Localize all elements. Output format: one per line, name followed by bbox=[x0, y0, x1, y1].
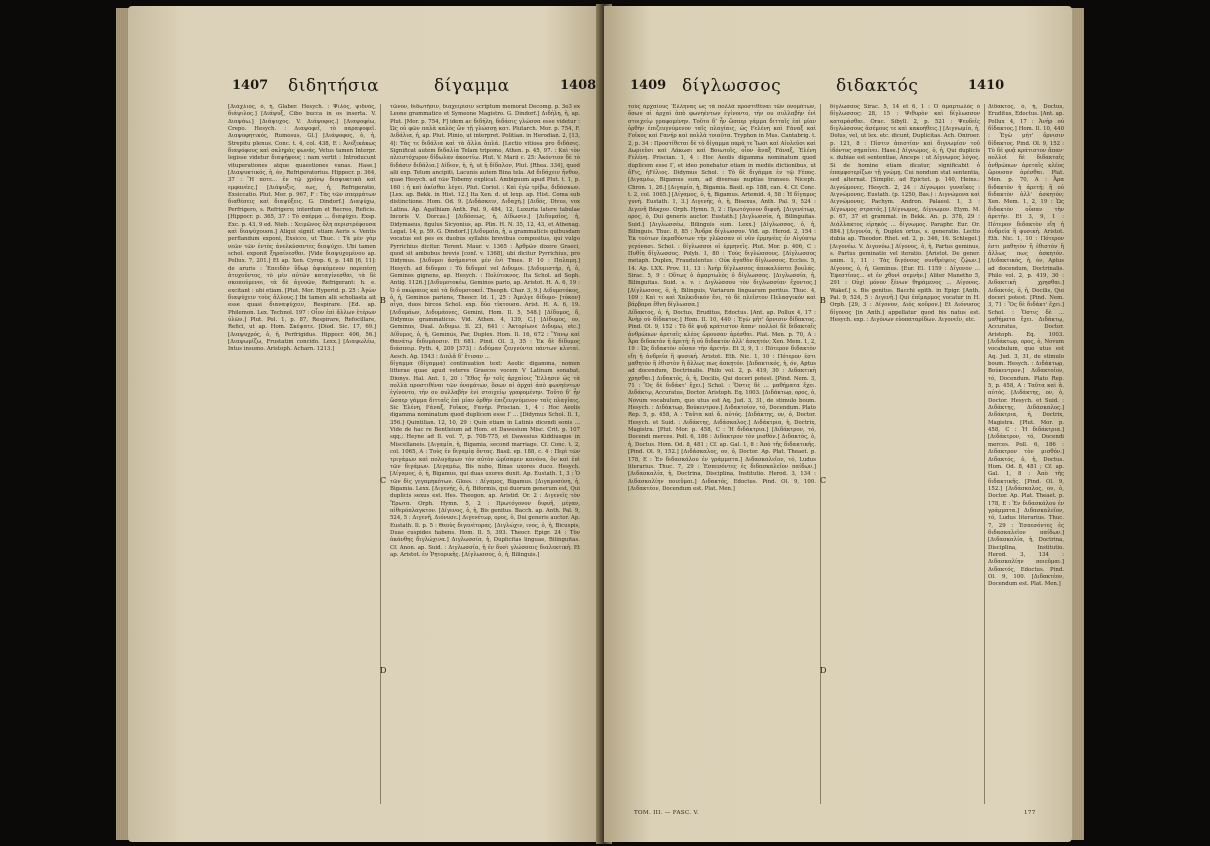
section-marker: B bbox=[380, 296, 386, 305]
left-page-header bbox=[128, 76, 602, 98]
section-marker: C bbox=[820, 476, 827, 485]
column-text: τῶνον, διδωτῆσιν, διαχειρίσιν scriptum memorat Decomg. p. 3ο3 ex Leone grammatico et Symeone Magistro. G. Dindorf.] Διδήλη, ἡ, ap. Plut. [Mor. p. 754, F] idem ac διδήλη, διδάσις γλώσσα esse videtur : Ὡς οὐ φῶν παλὰ καλὸς ὢν τῇ γλώσσῃ κατ. Plutarch. Mor. p. 754, F. Διδάλια, ἡ, ap. Plut. Plinio, ut interpret. Politian. in Herodian. 2, [13, 4]: Τὰς τε διδάλια καὶ τὰ ἄλλα ἁπλά. [Lectio vitiosa pro διδάσις. Significat autem διδαλία Telam tripomo, Athen. p. 45, 97. : Καὶ τὸν πλειστόχυρον δίδωλαν ἀκοντίω. Plut. V. Marii c. 25: Ἀκόντιον δὲ τὸ διδάσιν διδάλια.] Δίδιον, ἡ, ἡ, ut ἡ δίδαλον, Plut. [Rhea. 334], quod alii exp. Telum ancipiti, Lacunis autem Bina tela. Ad διδάχειν ἤνθον, quae Hesych. ad τῶν Tobemy explicat. Ambiguum apud Plut. t. 1, p. 160 : ἡ καὶ ἀκίσθαι λέγει. Plut. Coriol. : Καὶ ἐγὼ τρίβω, διδάσκων. [Lex. ap. Bekk. in Hist. 12.] Ita Xen. d. ut lexp. ap. Hist. Coma sub distinctione. Hom. Od. 9. [Διδάσκειν, Διδαχή.] [Διδός, Divus, vox Latina. Ap. Agathiam Anth. Pal. 9, 484, 12, Luxuria latere tabulae Incoris V. Dorcas.] [Διδόσεως, ἡ, Δίδωσιν.] [Διδυμαῖος, ἡ, Didymaeus, figulus Sicyonius, ap. Plin. H. N. 35, 12, 43, et Athenag. Legat. 14, p. 59. G. Dindorf.] [Διδυμαία, ἡ, a grammaticis quibusdam vocatus est pes ex duobus syllabis brevibus compositus, qui vulgo Pyrrichius dicitur. Terent. Maur. v. 1365 : Ἀρθρῶν dixere Graeci, quod sit ambobus brevis [conf. v. 1368], ubi dicitur Pyrrichius, pro Didymus. [Διδυμοι ἀσήμαντοι μὲν ἐνὶ Tmes. P. 10 : Παλαμη.] Hesych. ad διδυμαι : Τὸ διδυμαί vel Διδυμοι. [Διδυμιστήρ, ἡ, ὁ, Geminos gignens, ap. Hesych. : Πολύτεκνος. Ita Schol. ad Soph. Antig. 1126.] [Διδυμοτοκέω, Geminos pario, ap. Aristot. H. A. 6, 19 : Ὁ ὁ σκώρπιος καὶ τὰ διδυμοτοκεῖ. Theoph. Char. 3, 9.] Διδυμοτόκος, ὁ, ἡ, Geminos pariens, Theocr. Id. 1, 25 : Ἀμελγε δίδυμο- [τόκον] αἶγα, duos hircos Schol. exp. δύο τίκτουσα. Arist. H. A. 6, 19. [Διδυμάων, Διδυμάονες, Gemini, Hom. Il. 5, 548.] [Δίδυμος, δ, Didymus grammaticus. Vid. Athen. 4, 139, C.] [Δίδυμος, ον, Geminus, Dual. Διδυμω. Il. 23, 641 : Ἀκτορίωνε Διδυμω, etc.] Δίδυμος, ὁ, ἡ, Geminus, Par, Duplex. Hom. Il. 16, 672 : Ὕπνῳ καὶ Θανάτῳ διδυμάοσιν. Et 681. Pind. Ol. 3, 35 : Ἐκ δὲ δίδυμος διάσπειρ. Pyth. 4, 209 [373] : Διδύμαν ζευγνύντα πάντων κλυταί. Aesch. Ag. 1543 : Διπλᾶ δ’ ἔτισαν ... bbox=[390, 104, 580, 360]
column-rule bbox=[820, 104, 821, 804]
page-number: 1407 bbox=[232, 78, 269, 93]
running-headword: διδακτός bbox=[836, 76, 919, 96]
section-marker: D bbox=[380, 666, 387, 675]
page-number: 1408 bbox=[560, 78, 597, 93]
column-text: δίγαμμα (δίγαμμα) continuation text: Aeolic digamma, nomen litterae quae apud veteres Graecos vocem V Latinam sonabat. Dionys. Hal. Ant. 1, 20 : Ἔθος ἦν τοῖς ἀρχαίοις Ἕλλησιν ὡς τὰ πολλὰ προστιθέναι τῶν ὀνομάτων, ὅσων αἱ ἀρχαὶ ἀπὸ φωνηέντων ἐγίνοντο, τὴν ου συλλαβὴν ἑνὶ στοιχείῳ γραφομένην. Τοῦτο δ’ ἦν ὥσπερ γάμμα διτταῖς ἐπὶ μίαν ὀρθὴν ἐπιζευγνύμενον ταῖς πλαγίαις. Sic Ἑλένη, Ϝάναξ, Ϝοῖκος, Ϝανήρ. Priscian. 1, 4 : Hoc Aeolis digamma nominatum quod duplicem esse Γ ... [Didymus Schol. Il. 1, 356.] Quintilian. 12, 10, 29 : Quin etiam in Latinis dicendi sonis ... Vide de hac re Bentleium ad Hom. et Dawesium Misc. Crit. p. 107 sqq.; Heyne ad Il. vol. 7, p. 708-775, et Dawesius Kiddiusque in Miscellaneis. [Διγαμία, ἡ, Bigamia, second marriage. Cf. Conc. t. 2, col. 1065, A : Τοὺς ἐν διγαμίᾳ ὄντας. Basil. ep. 188, c. 4 : Περὶ τῶν τριγάμων καὶ πολυγάμων τὸν αὐτὸν ὡρίσαμεν κανόνα, ὃν καὶ ἐπὶ τῶν διγάμων. [Διγαμέω, Bis nubo, Binas uxores duco. Hesych. [Δίγαμος, ὁ, ἡ, Bigamus, qui duas uxores duxit. Ap. Eustath. 1, 3 : Ὁ τῶν δὶς γεγαμηκότων. Gloss. : Δίγαμος, Bigamus. [Διγαμοσύνη, ἡ, Bigamia. Lexx. [Διγενής, ὁ, ἡ, Biformis, qui duorum generum est, Qui duplicis sexus est. Hes. Theogon. ap. Aristid. Or. 2 : Διγενεῖς τὸν Ἔρωτα. Orph. Hymn. 5, 2 : Πρωτόγονον διφυῆ, μέγαν, αἰθερόπλαγκτον. [Δίγενος, ὁ, ἡ, Bis genitus. Bacch. ap. Anth. Pal. 9, 524, 5 : Διγενῆ, Διόνυσε.] Διγενέτωρ, ορος, ὁ, Dui generis auctor. Ap. Eustath. Il. p. 5 : Θεοὺς διγενέτορας. [Διγλώχιν, ινος, ὁ, ἡ, Bicuspis, Duas cuspides habens. Hom. Il. 5, 393. Theocr. Epigr. 24 : Τὸν ἀκάνθης διγλώχινα.] Διγλωσσία, ἡ, Duplicitas linguae, Bilinguitas. Cf. Anon. ap. Suid. : Διγλωσσία, ἡ ἐν δυσὶ γλώσσαις διαλεκτική. Et ap. Aristot. ἐν Ῥητορικῆς. [Δίγλωσσος, ὁ, ἡ, Bilinguis.] bbox=[390, 361, 580, 558]
column-text: Δίδακτος, ὁ, ἡ, Doctus, Eruditus, Edoctus. [Ant. ap. Pollux 4, 17 : Ἀνὴρ οὐ δίδακτος.] Hom. Il. 10, 440 : Ἐγὼ μήτ' ὄρνισιν δίδακτος. Pind. Ol. 9, 152 : Τὸ δὲ φυᾷ κράτιστον ἅπαν· πολλοὶ δὲ διδακταῖς ἀνθρώπων ἀρεταῖς κλέος ὤρουσαν ἀρέσθαι. Plat. Men. p. 70, A : Ἆρα διδακτὸν ἡ ἀρετή; ἢ οὐ διδακτὸν ἀλλ' ἀσκητόν; Xen. Mem. 1, 2, 19 : Ὡς διδακτὸν οὖσαν τὴν ἀρετήν. Et 3, 9, 1 : Πότερον διδακτὸν εἴη ἡ ἀνδρεία ἢ φυσική. Aristot. Eth. Nic. 1, 10 : Πότερον ἐστι μαθητὸν ἢ ἐθιστὸν ἢ ἄλλως πως ἀσκητόν. [Διδακτικός, ἡ, όν, Aptus ad docendum, Doctrinalis. Philo vol. 2, p. 419, 30 : Διδακτικὴ χρησθαι.] Διδακτός, ὁ, ἡ, Docilis, Qui doceri potest. [Pind. Nem. 3, 71 : Ὃς δὲ διδάκτ' ἔχει.] Schol. : Ὅστις δὲ ... μαθήματα ἔχει. Διδάκτῳ, Accuratus, Doctor. Aristoph. Eq. 1003. [Διδάκτωρ, ορος, ὁ, Novum vocabulum, quo utus est Aq. Jud. 3, 31, de stimulo boum. Hesych. : Διδάκτωρ, Βούκεντρον.] Διδακτοίον, τό, Docendum. Plato Rep. 5, p. 458, A : Ταῦτα καὶ ἄ. αὐτός. [Διδάκτης, ον, ὁ, Doctor. Hesych. et Suid. : Διδάκτης, Διδάσκαλος.] Διδάκτρια, ἡ, Doctrix, Magistra. [Plut. Mor. p. 458, C : Ἡ διδάκτρια.] [Διδάκτρον, τό, Docendi merces. Poll. 6, 186 : Διδακτρον τὸν μισθόν.] Διδακτός, ὁ, ἡ, Doctus. Hom. Od. 8, 481 ; Cf. ap. Gal. 1, 8 : Ἀπὸ τῆς διδακτικῆς. [Pind. Ol. 9, 152.] [Διδάσκαλος, ον, ὁ, Doctor. Ap. Plat. Theaet. p. 178, Ε : Ἐν διδασκάλου ἐν γράμματα.] Διδασκαλεῖον, τό, Ludus literarius. Thuc. 7, 29 : Ἐσπεσόντες ἐς διδασκαλεῖον παίδων.] [Διδασκαλία, ἡ, Doctrina, Disciplina, Institutio. Herod. 3, 134 : Διδασκαλίην ποιεῦμαι.] Διδακτός, Edoctus. Pind. Ol. 9, 100. [Διδακτέον, Docendum est. Plat. Men.] bbox=[628, 309, 816, 492]
right-page-edge bbox=[1070, 8, 1084, 840]
right-page-header bbox=[604, 76, 1072, 98]
text-column bbox=[830, 104, 980, 804]
column-rule bbox=[984, 104, 985, 804]
running-headword: δίγλωσσος bbox=[682, 76, 782, 96]
left-page bbox=[128, 6, 602, 842]
text-column bbox=[628, 104, 816, 804]
right-page bbox=[604, 6, 1072, 842]
text-column bbox=[228, 104, 376, 804]
page-number: 1410 bbox=[968, 78, 1005, 93]
running-headword: διδητήσια bbox=[288, 76, 380, 96]
section-marker: B bbox=[820, 296, 826, 305]
column-text: [Διάχλιος, ὁ, ἡ, Glaber. Hesych. : Ψιλός, ψιδνός, διάψιλος.] [Διάψυξ, Cibo bucca in os inserta. V. Διαψάω.] [Διάψυχος. V. Διάψοφος.] [Διαψοφέω, Crepo. Hesych. : Διαψοφεῖ, τὸ παραψοφεῖ. Διαψοφητικός, Rumosus, Gl.] [Διάψοφος, ὁ, ἡ, Strepitu plenus. Conc. t. 4, col. 438, E : Ἀνεξικάκως διαψόφους καὶ σκληρὰς φωνάς. Vetus tamen Interpr. legisse videtur διαψήφους : nam vertit : Introducunt vituperationes atque quaestiones vanas. Hase.] [Διαψυκτικός, ἡ, όν, Refrigeratorius. Hippocr. p. 364, 37 : Ἢ ποτε... ἐν τῷ χρόνῳ διαψυκτικὰ καὶ εμφανέες.] [Διάψυξις, εως, ἡ, Refrigeratio, Exsiccatio. Plut. Mor. p. 967, F : Τὰς τῶν σπερμάτων διαθέσεις καὶ διαψύξεις. G. Dindorf.] Διαψύχω, Perfrigero, s. Refrigero; interdum et Recreo, Reficio. [Hippocr. p. 365, 37 : Τὸ σπέρμα ... διαψύχει. Exsp. Exc. p. 43, 9 ed. Nieb. : Χειμῶνος ὅλη περιστρέφουσα καὶ διαψύχουσα.] Aliqui signif. etiam Aeris s. Ventis perflandum exponi, Exsicco, ut Thuc. : Τὰ μὲν γὰρ νεῶν τῶν ἐντὸς ἀνελκύσαντες διαψύχει. Ubi tamen schol. exponit ξηραίνεσθαι. [Vide διαψυχομένου ap. Pollux. 7, 201.] Et ap. Xen. Cyrop. 6, p. 148 [6, 11]: de aruris : Ἐπειδὰν ὕδωρ ἀφικόμενον παρεπέσῃ ἀτυχοῦντος, τὸ μὲν αὐτῶν καταγίνεσθαι, τὰ δὲ σκοπούμενοι, τὰ δὲ ἀγνοῶν, Refrigerant: h. e. excitant : ubi etiam. [Plut. Mor. Hyperid. p. 25 : Ἀγὼν διαψύχειν τοὺς ἄλλους.] Ibi tamen alii scholiasta ait esse quasi διαναψύχειν, Respirare. [Ed. ap. Philemon. Lex. Technol. 197 : Οἷον ἐπὶ ἄλλων ἑτέρων ὑλῶν.] Plut. Pol. 1, p. 87, Respirare, Refocillare, Refici, ut ap. Hom. Σκέψατε. [Diod. Sic. 17, 69.] [Διαψυχρός, ὁ, ἡ, Perfrigidus. Hippocr. 406, 56.] [Διαψωμίζω, Frustatim concido. Lexx.] [Διαψωλέω, Intus insumo. Aristoph. Acharn. 1213.] bbox=[228, 104, 376, 353]
section-marker: D bbox=[820, 666, 827, 675]
text-column bbox=[988, 104, 1064, 804]
text-column bbox=[390, 104, 580, 804]
signature-mark: TOM. III. — FASC. V. bbox=[634, 810, 699, 816]
page-number: 1409 bbox=[630, 78, 667, 93]
running-headword: δίγαμμα bbox=[434, 76, 510, 96]
column-text: τοὺς ἀρχαίους Ἕλληνας ὡς τὰ πολλὰ προστιθέναι τῶν ὀνομάτων, ὅσων αἱ ἀρχαὶ ἀπὸ φωνηέντων ἐγίνοντο, τὴν ου συλλαβὴν ἑνὶ στοιχείῳ γραφομένην. Τοῦτο δ’ ἦν ὥσπερ γάμμα διτταῖς ἐπὶ μίαν ὀρθὴν ἐπιζευγνύμενον ταῖς πλαγίαις, ὡς Ϝελένη καὶ Ϝάναξ καὶ Ϝοῖκος καὶ Ϝανήρ καὶ πολλὰ τοιαῦτα. Tryphon in Mus. Cantabrig. t. 2, p. 34 : Προστίθεται δὲ τὸ δίγαμμα παρὰ τε Ἴωσι καὶ Αἰολεῦσι καὶ Δωριεῦσι καὶ Λάκωσι καὶ Βοιωτοῖς, οἷον ἄναξ Ϝάναξ, Ἑλένη Ϝελένη. Priscian. 1, 4 : Hoc Aeolis digamma nominatum quod duplicem esse Γ, et ideo ponebatur etiam in mediis dictionibus, ut ὄϜις, ἠϜέλιος. Didymus Schol. : Τὸ δὲ διγάμμα ἐν τῷ Ϝέπος. [Διγαμέω, Bigamus sum, ad diversas nuptias transeo. Niceph. Chron. 1, 26.] [Διγαμία, ἡ, Bigamia. Basil. ep. 188, can. 4. Cf. Conc. t. 2, col. 1065.] [Δίγαμος, ὁ, ἡ, Bigamus. Artemid. 4, 58 : Ἡ δίγαμος γυνή. Eustath. 1, 3.] Διγενής, ὁ, ἡ, Bisexus, Anth. Pal. 9, 524 : Διγενῆ Βάκχον. Orph. Hymn. 5, 2 : Πρωτόγονον διφυῆ. [Διγενέτωρ, ορος, ὁ, Dui generis auctor. Eustath.] [Διγλωσσία, ἡ, Bilinguitas. Suid.] [Διγλωσσέω, Bilinguis sum. Lexx.] [Δίγλωσσος, ὁ, ἡ, Bilinguis. Thuc. 8, 85 : Ἄνδρα δίγλωσσον. Vid. ap. Herod. 2, 154 : Ἐκ τούτων ἐκμαθόντων τὴν γλῶσσαν οἱ νῦν ἑρμηνέες ἐν Αἰγύπτῳ γεγόνασι. Schol. : δίγλωσσοι οἱ ἑρμηνεῖς. Plut. Mor. p. 406, C : Πυθίη δίγλωσσος. Polyb. 1, 80 : Τοὺς διγλώσσους. [Δίγλωσσος metaph. Duplex, Fraudulentus : Οὐκ ἀγαθὸν δίγλωσσος. Eccles. 5, 14. Ap. LXX. Prov. 11, 13 : Ἀνὴρ δίγλωσσος ἀποκαλύπτει βουλάς. Sirac. 5, 9 : Οὕτως ὁ ἁμαρτωλὸς ὁ δίγλωσσος. [Διγλωσσία, ἡ, Bilinguitas. Suid. s. v. : Διγλώσσου τὸν διγλωσσίαν ἔχοντος.] [Δίγλωσσος, ὁ, ἡ, Bilinguis, Variarum linguarum peritus. Thuc. 4, 109 : Καὶ τι καὶ Χαλκιδικόν ἔνι, τὸ δὲ πλεῖστον Πελασγικόν καὶ βάρβαρα ἔθνη δίγλωσσα.] bbox=[628, 104, 816, 309]
column-rule bbox=[380, 104, 381, 804]
column-text: δίγλωσσος Sirac. 5, 14 et 6, 1 : Ὁ ἁμαρτωλὸς ὁ δίγλωσσος: 28, 15 : Ψιθυρὸν καὶ δίγλωσσον καταράσθαι. Orac. Sibyll. 2, p. 521 : Ψευδεῖς διγλώσσους ἀσέμους τε καὶ κακοήθεις.] [Διγνωμία, ἡ, Dolus, vel, ut lex. etc. dicunt, Duplicitas. Ach. Oniroer. p. 121, 8 : Πίστιν ἀπιστίαν καὶ διγνωμίαν τοῦ ἰδόντος σημαίνει. Hase.] Δίγνωμος, ὁ, ἡ, Qui duplicis s. dubiae est sententiae, Anceps : ut Δίγνωμος λόγος. Si de homine etiam dicatur, significabit ὁ ἐπαμφοτερίζων τῇ γνώμῃ. Cui nondum stat sententia, sed alternat. [Simplic. ad Epictet. p. 140, Heins.: Διγνώμονες. Hesych. 2, 24 : Δίγνωμοι γυναῖκες : Διγνώμονας. Eustath. (p. 1250, Bas.) : Διγνώμονα καὶ Διγνώμονας. Pachym. Andron. Palaeol. 1, 3 : Δίγνωμος στρατός.] [Δίγνωμος, Δίγνωμον. Etym. M. p. 67, 37 et grammat. in Bekk. An. p. 378, 29 : Διάλλακτος εἰρηκὸς ... δίγνωμος. Paraphr. Eur. Or. 884.] [Διγονία, ἡ, Duplex ortus, s. generatio. Lectio dubia ap. Theodor. Rhet. ed. 2, p. 346, 16. Schlegel.] [Διγονέω. V. Διγονόω.] Δίγονος, ὁ, ἡ, Partus geminus, s. Partus geminatio vel iteratio. [Aristot. De gener. anim. 1, 11 : Τὰς διγόνους συνθρέψεις ζῴων.] Δίγονος, ὁ, ἡ, Geminus. [Eur. El. 1159 : Δίγονον ... Ἐφεστίους... et ἐν χθονὶ σεμνὴν.] Aliter Manetho 5, 291 : Οὐχὶ μόνον ξένων θηράμενος ... Δίγονος. Wakef.] s. Bis genitus. Bacchi epith. in Epigr. [Anth. Pal. 9, 524, 5 : Διγενῆ.] Qui ἐπίμαρμος vocatur in H. Orph. [29, 3 : Δίγονον, Διὸς κοῦρον.] Et Διόνυσος δίγονος [in Anth.] appellatur quod bis natus est. Hesych. exp. : Διγόνων εὐοπαταρίδων. Διγονεῖν, etc. bbox=[830, 104, 980, 323]
folio-number: 177 bbox=[1024, 810, 1036, 816]
section-marker: C bbox=[380, 476, 387, 485]
column-text: Δίδακτος, ὁ, ἡ, Doctus, Eruditus, Edoctus. [Ant. ap. Pollux 4, 17 : Ἀνὴρ οὐ δίδακτος.] Hom. Il. 10, 440 : Ἐγὼ μήτ' ὄρνισιν δίδακτος. Pind. Ol. 9, 152 : Τὸ δὲ φυᾷ κράτιστον ἅπαν· πολλοὶ δὲ διδακταῖς ἀνθρώπων ἀρεταῖς κλέος ὤρουσαν ἀρέσθαι. Plat. Men. p. 70, A : Ἆρα διδακτὸν ἡ ἀρετή; ἢ οὐ διδακτὸν ἀλλ' ἀσκητόν; Xen. Mem. 1, 2, 19 : Ὡς διδακτὸν οὖσαν τὴν ἀρετήν. Et 3, 9, 1 : Πότερον διδακτὸν εἴη ἡ ἀνδρεία ἢ φυσική. Aristot. Eth. Nic. 1, 10 : Πότερον ἐστι μαθητὸν ἢ ἐθιστὸν ἢ ἄλλως πως ἀσκητόν. [Διδακτικός, ἡ, όν, Aptus ad docendum, Doctrinalis. Philo vol. 2, p. 419, 30 : Διδακτικὴ χρησθαι.] Διδακτός, ὁ, ἡ, Docilis, Qui doceri potest. [Pind. Nem. 3, 71 : Ὃς δὲ διδάκτ' ἔχει.] Schol. : Ὅστις δὲ ... μαθήματα ἔχει. Διδάκτῳ, Accuratus, Doctor. Aristoph. Eq. 1003. [Διδάκτωρ, ορος, ὁ, Novum vocabulum, quo utus est Aq. Jud. 3, 31, de stimulo boum. Hesych. : Διδάκτωρ, Βούκεντρον.] Διδακτοίον, τό, Docendum. Plato Rep. 5, p. 458, A : Ταῦτα καὶ ἄ. αὐτός. [Διδάκτης, ον, ὁ, Doctor. Hesych. et Suid. : Διδάκτης, Διδάσκαλος.] Διδάκτρια, ἡ, Doctrix, Magistra. [Plut. Mor. p. 458, C : Ἡ διδάκτρια.] [Διδάκτρον, τό, Docendi merces. Poll. 6, 186 : Διδακτρον τὸν μισθόν.] Διδακτός, ὁ, ἡ, Doctus. Hom. Od. 8, 481 ; Cf. ap. Gal. 1, 8 : Ἀπὸ τῆς διδακτικῆς. [Pind. Ol. 9, 152.] [Διδάσκαλος, ον, ὁ, Doctor. Ap. Plat. Theaet. p. 178, Ε : Ἐν διδασκάλου ἐν γράμματα.] Διδασκαλεῖον, τό, Ludus literarius. Thuc. 7, 29 : Ἐσπεσόντες ἐς διδασκαλεῖον παίδων.] [Διδασκαλία, ἡ, Doctrina, Disciplina, Institutio. Herod. 3, 134 : Διδασκαλίην ποιεῦμαι.] Διδακτός, Edoctus. Pind. Ol. 9, 100. [Διδακτέον, Docendum est. Plat. Men.] bbox=[988, 104, 1064, 588]
